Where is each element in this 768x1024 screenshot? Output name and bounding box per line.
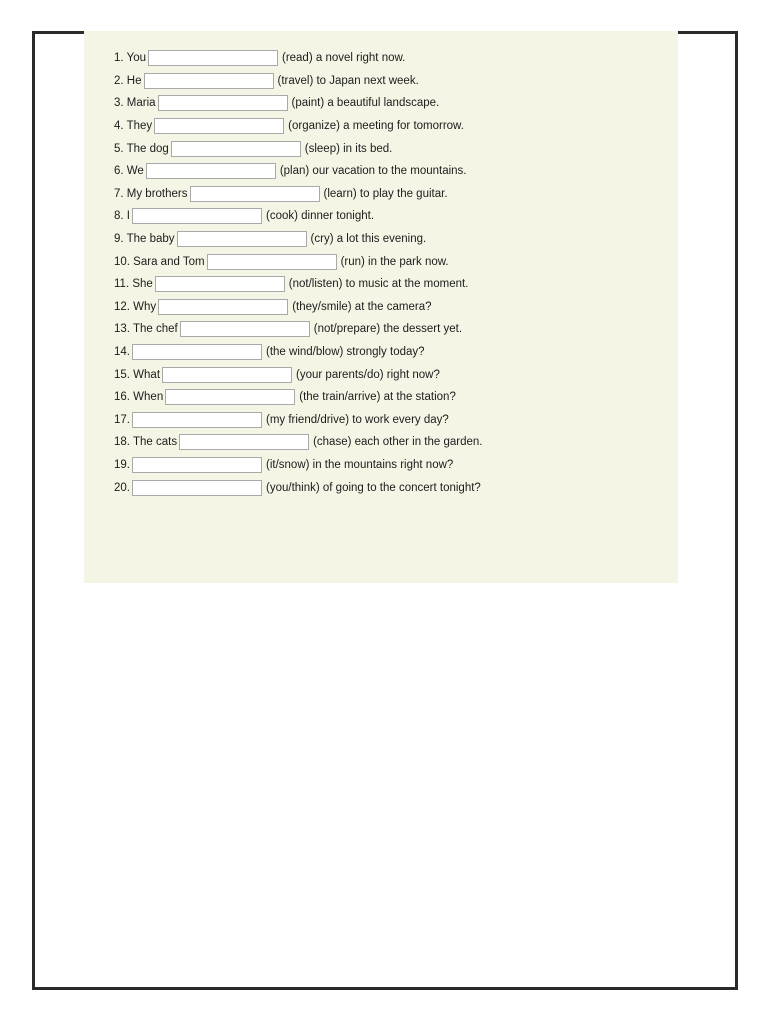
exercise-row-12	[114, 296, 483, 319]
exercise-sentence-start: 10. Sara and Tom	[114, 255, 205, 268]
exercise-row-4	[114, 115, 483, 138]
exercise-sentence-start: 3. Maria	[114, 97, 156, 110]
exercise-sentence-start: 7. My brothers	[114, 187, 188, 200]
answer-input-12[interactable]	[158, 299, 288, 315]
exercise-sentence-start: 17.	[114, 413, 130, 426]
exercise-hint-and-rest: (not/listen) to music at the moment.	[288, 278, 469, 291]
answer-input-17[interactable]	[132, 412, 262, 428]
exercise-row-2	[114, 70, 483, 93]
exercise-row-3	[114, 92, 483, 115]
exercise-hint-and-rest: (not/prepare) the dessert yet.	[313, 323, 463, 336]
exercise-hint-and-rest: (plan) our vacation to the mountains.	[279, 165, 467, 178]
answer-input-10[interactable]	[207, 254, 337, 270]
answer-input-8[interactable]	[132, 208, 262, 224]
answer-input-1[interactable]	[148, 50, 278, 66]
exercise-list	[114, 47, 483, 499]
answer-input-18[interactable]	[179, 434, 309, 450]
exercise-hint-and-rest: (organize) a meeting for tomorrow.	[288, 120, 464, 133]
answer-input-6[interactable]	[146, 163, 276, 179]
exercise-hint-and-rest: (paint) a beautiful landscape.	[291, 97, 440, 110]
exercise-hint-and-rest: (cook) dinner tonight.	[265, 210, 375, 223]
answer-input-5[interactable]	[171, 141, 301, 157]
answer-input-2[interactable]	[144, 73, 274, 89]
answer-input-14[interactable]	[132, 344, 262, 360]
exercise-hint-and-rest: (you/think) of going to the concert tonight?	[266, 481, 481, 494]
exercise-hint-and-rest: (chase) each other in the garden.	[313, 436, 483, 449]
exercise-hint-and-rest: (it/snow) in the mountains right now?	[266, 458, 454, 471]
exercise-sentence-start: 5. The dog	[114, 142, 169, 155]
exercise-sentence-start: 9. The baby	[114, 233, 175, 246]
exercise-row-7	[114, 183, 483, 206]
exercise-hint-and-rest: (sleep) in its bed.	[304, 142, 393, 155]
answer-input-11[interactable]	[155, 276, 285, 292]
answer-input-13[interactable]	[180, 321, 310, 337]
exercise-hint-and-rest: (my friend/drive) to work every day?	[266, 413, 449, 426]
answer-input-15[interactable]	[162, 367, 292, 383]
answer-input-19[interactable]	[132, 457, 262, 473]
exercise-sentence-start: 1. You	[114, 52, 146, 65]
exercise-sentence-start: 6. We	[114, 165, 144, 178]
answer-input-7[interactable]	[190, 186, 320, 202]
worksheet-panel	[84, 31, 678, 583]
answer-input-20[interactable]	[132, 480, 262, 496]
exercise-row-15	[114, 363, 483, 386]
exercise-row-17	[114, 409, 483, 432]
exercise-row-9	[114, 228, 483, 251]
exercise-hint-and-rest: (your parents/do) right now?	[296, 368, 440, 381]
exercise-row-16	[114, 386, 483, 409]
exercise-row-5	[114, 137, 483, 160]
exercise-sentence-start: 14.	[114, 346, 130, 359]
exercise-hint-and-rest: (run) in the park now.	[340, 255, 449, 268]
answer-input-16[interactable]	[165, 389, 295, 405]
exercise-hint-and-rest: (the wind/blow) strongly today?	[266, 346, 425, 359]
exercise-sentence-start: 16. When	[114, 391, 164, 404]
exercise-sentence-start: 12. Why	[114, 300, 157, 313]
exercise-row-18	[114, 431, 483, 454]
answer-input-9[interactable]	[177, 231, 307, 247]
exercise-hint-and-rest: (the train/arrive) at the station?	[299, 391, 456, 404]
exercise-hint-and-rest: (cry) a lot this evening.	[310, 233, 427, 246]
exercise-hint-and-rest: (read) a novel right now.	[281, 52, 406, 65]
answer-input-4[interactable]	[154, 118, 284, 134]
exercise-row-13	[114, 318, 483, 341]
exercise-row-11	[114, 273, 483, 296]
exercise-sentence-start: 11. She	[114, 278, 153, 291]
exercise-sentence-start: 2. He	[114, 74, 142, 87]
exercise-row-8	[114, 205, 483, 228]
exercise-sentence-start: 4. They	[114, 120, 153, 133]
exercise-sentence-start: 13. The chef	[114, 323, 178, 336]
exercise-sentence-start: 19.	[114, 458, 130, 471]
exercise-sentence-start: 18. The cats	[114, 436, 178, 449]
exercise-row-19	[114, 454, 483, 477]
exercise-row-14	[114, 341, 483, 364]
exercise-hint-and-rest: (learn) to play the guitar.	[323, 187, 448, 200]
exercise-row-10	[114, 250, 483, 273]
exercise-row-20	[114, 476, 483, 499]
exercise-row-6	[114, 160, 483, 183]
exercise-hint-and-rest: (they/smile) at the camera?	[292, 300, 432, 313]
exercise-sentence-start: 8. I	[114, 210, 130, 223]
exercise-hint-and-rest: (travel) to Japan next week.	[277, 74, 419, 87]
exercise-sentence-start: 15. What	[114, 368, 161, 381]
exercise-row-1	[114, 47, 483, 70]
answer-input-3[interactable]	[158, 95, 288, 111]
exercise-sentence-start: 20.	[114, 481, 130, 494]
